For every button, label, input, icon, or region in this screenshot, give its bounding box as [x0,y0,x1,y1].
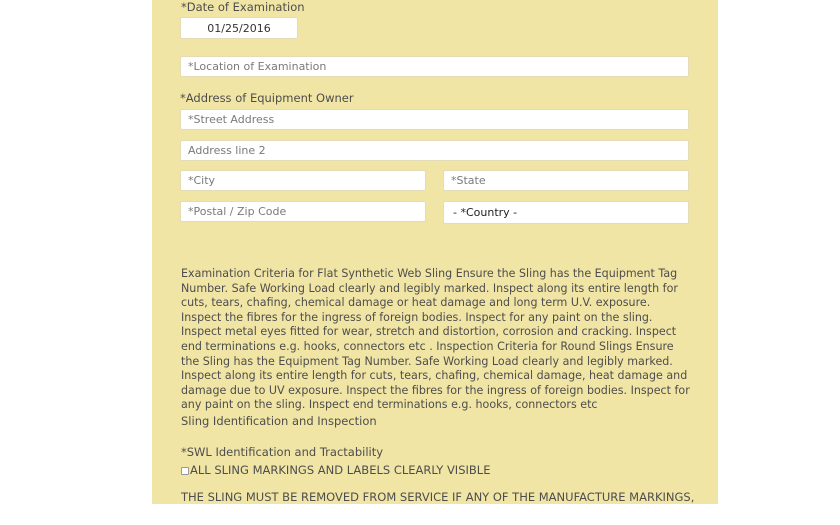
address-label: *Address of Equipment Owner [180,91,354,105]
postal-code-field[interactable] [180,201,426,222]
address-line2-field[interactable] [180,140,689,161]
date-field[interactable] [180,17,298,39]
country-select-value: - *Country - [453,206,518,219]
checkbox-label: ALL SLING MARKINGS AND LABELS CLEARLY VISIBLE [190,463,491,477]
date-label: *Date of Examination [181,0,305,14]
location-field[interactable] [180,56,689,77]
section-title: Sling Identification and Inspection [181,414,377,428]
warning-text: THE SLING MUST BE REMOVED FROM SERVICE IF ANY OF THE MANUFACTURE MARKINGS, [181,490,695,504]
examination-criteria-text: Examination Criteria for Flat Synthetic Web Sling Ensure the Sling has the Equipment Tag Number. Safe Working Load clearly and legibly marked. Inspect along its entire length for cuts, tears, chafing, chemical damage or heat damage and long term U.V. exposure. Inspect the fibres for the ingress of foreign bodies. Inspect for any paint on the sling. Inspect metal eyes fitted for wear, stretch and distortion, corrosion and cracking. Inspect end terminations e.g. hooks, connectors etc . Inspection Criteria for Round Slings Ensure the Sling has the Equipment Tag Number. Safe Working Load clearly and legibly marked. Inspect along its entire length for cuts, tears, chafing, chemical damage, heat damage and damage due to UV exposure. Inspect the fibres for the ingress of foreign bodies. Inspect for any paint on the sling. Inspect end terminations e.g. hooks, connectors etc [181,267,690,412]
markings-visible-checkbox[interactable] [181,467,189,475]
state-field[interactable] [443,170,689,191]
city-field[interactable] [180,170,426,191]
street-address-field[interactable] [180,109,689,130]
country-select[interactable] [443,201,689,224]
swl-label: *SWL Identification and Tractability [181,445,384,459]
